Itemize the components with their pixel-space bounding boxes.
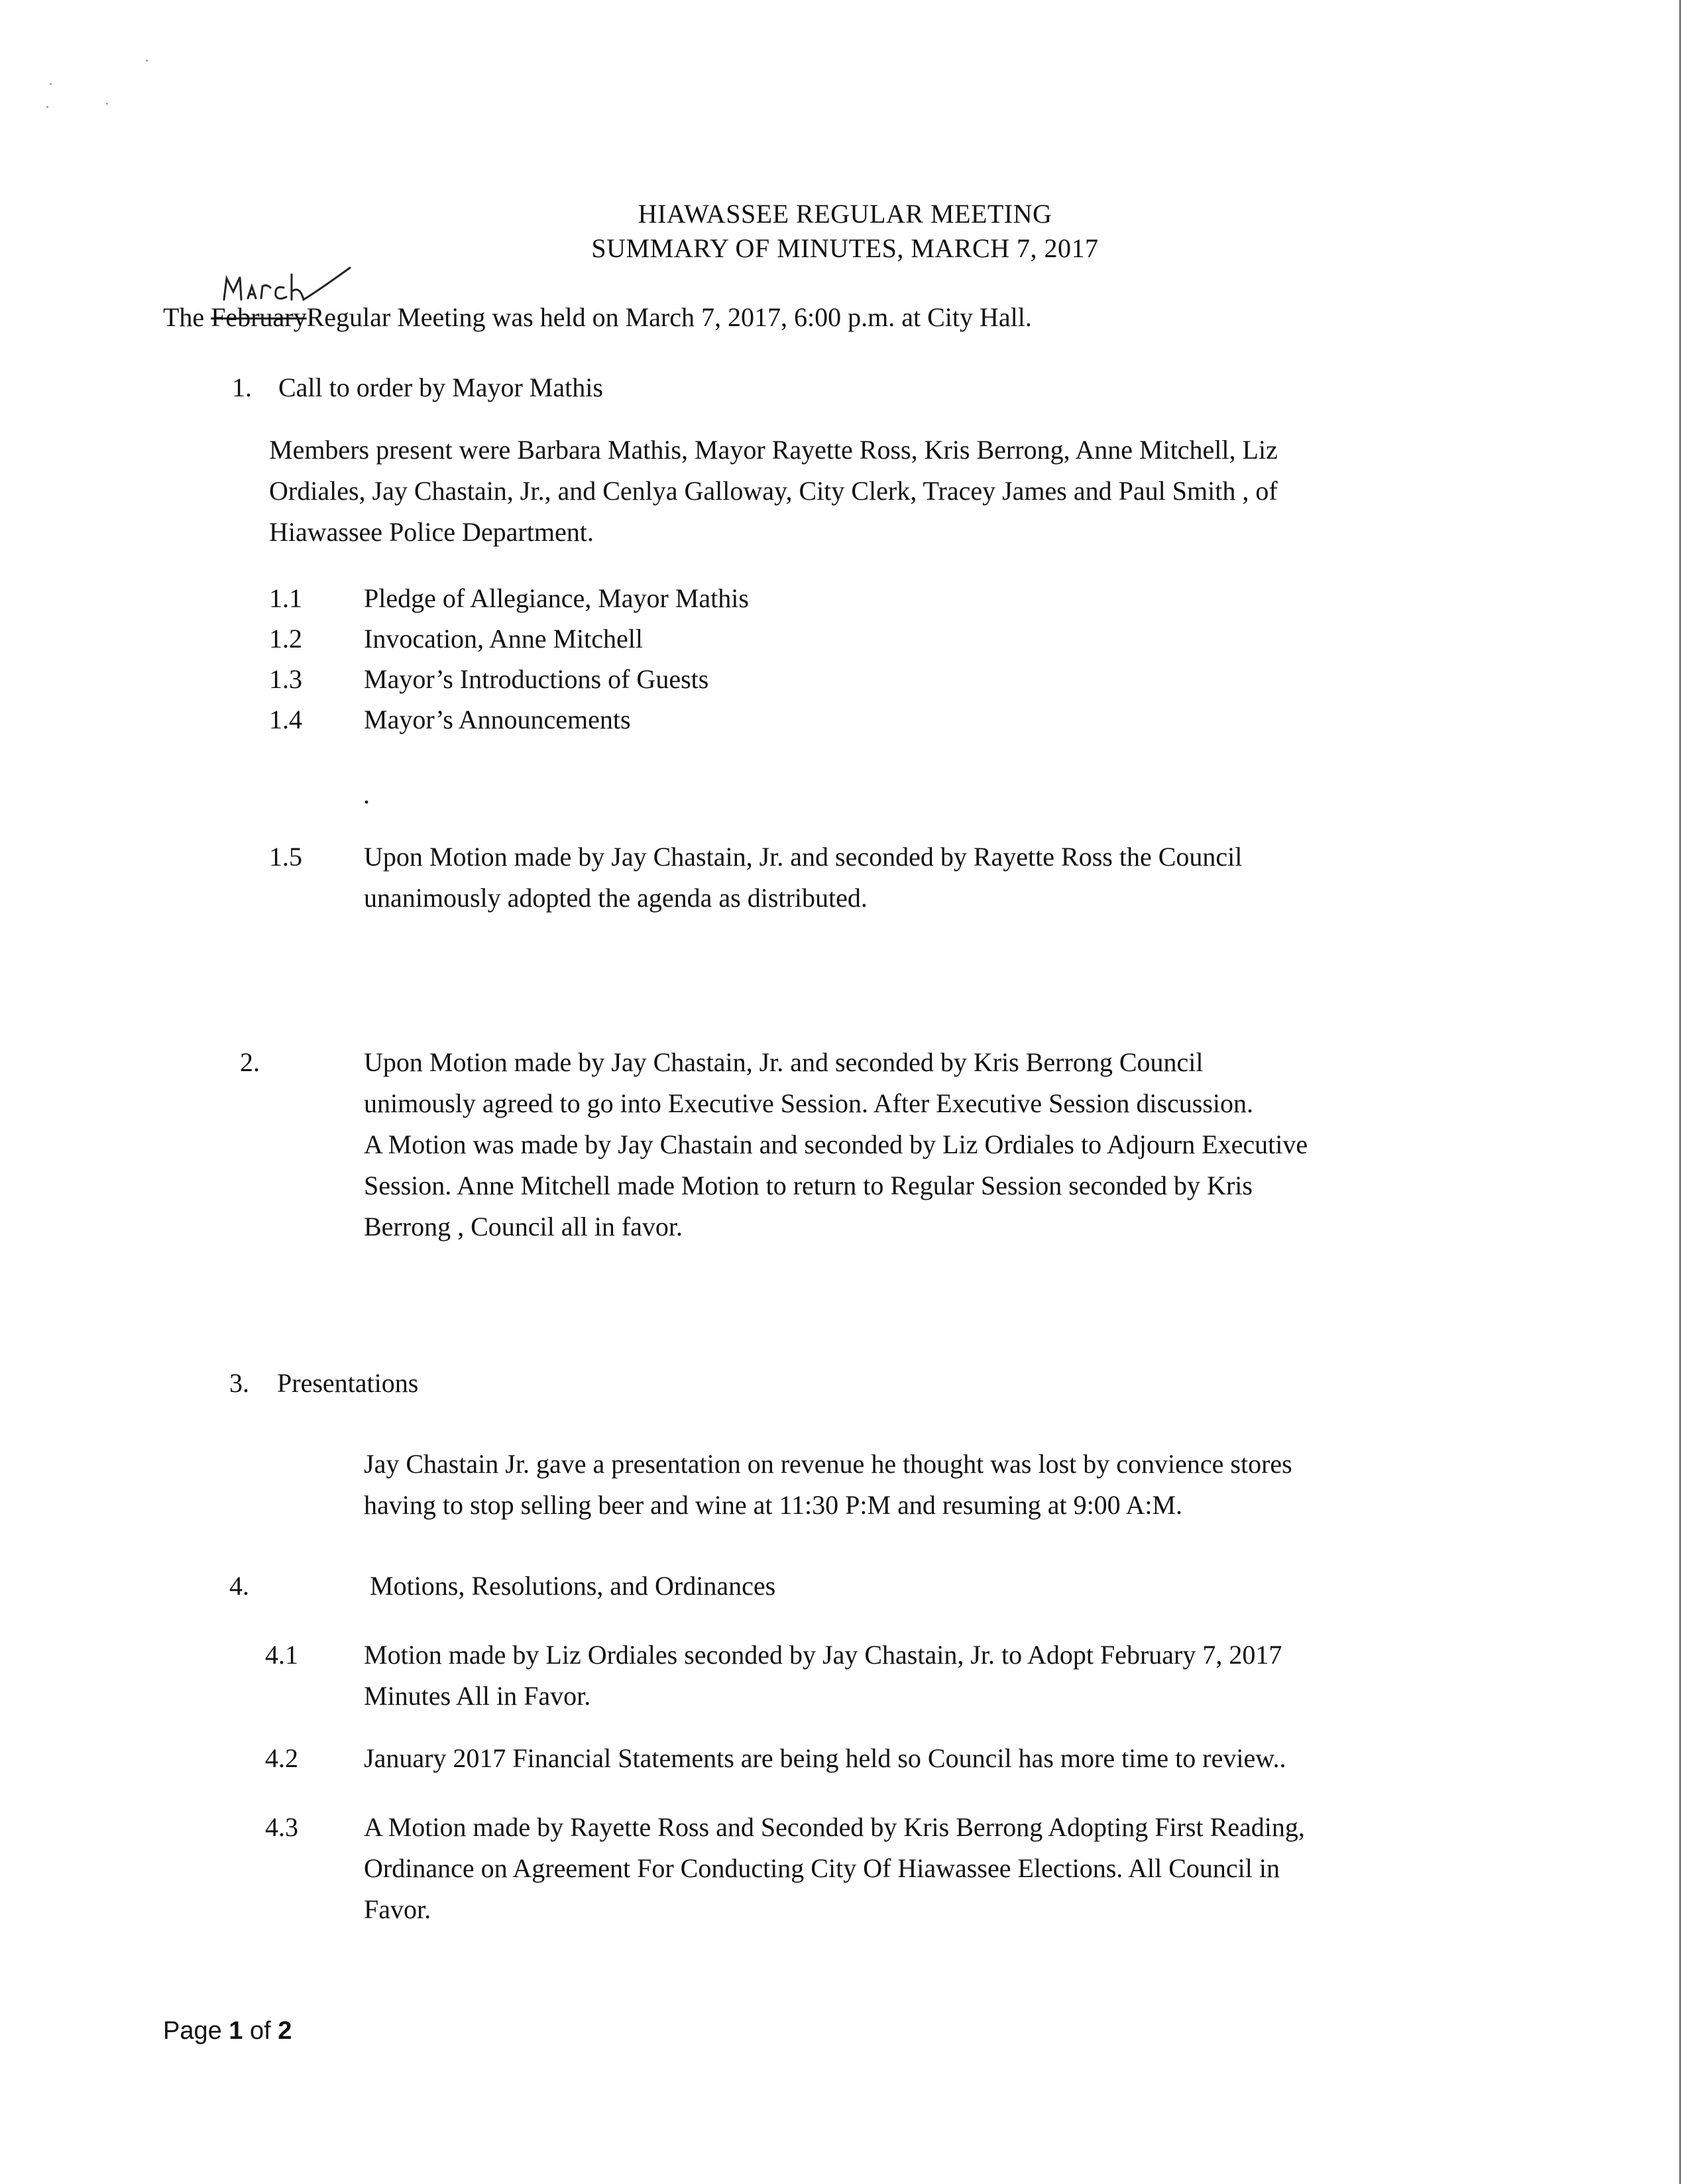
section-4-number: 4. (229, 1571, 249, 1601)
item-number: 4.1 (265, 1640, 298, 1670)
section-3-heading: Presentations (277, 1368, 419, 1398)
section-2-line-4: Session. Anne Mitchell made Motion to return to Regular Session seconded by Kris (364, 1171, 1253, 1200)
scan-speck (46, 106, 48, 108)
scan-speck (146, 60, 148, 62)
item-1-2 (269, 618, 643, 660)
item-number: 1.4 (269, 705, 302, 734)
members-present-paragraph (269, 430, 1561, 553)
section-3-paragraph (364, 1444, 1590, 1526)
section-1-heading: Call to order by Mayor Mathis (278, 373, 603, 402)
item-number: 4.2 (265, 1743, 298, 1773)
of-word: of (243, 2017, 278, 2045)
section-3-line-1: Jay Chastain Jr. gave a presentation on revenue he thought was lost by convience stores (364, 1449, 1292, 1479)
page-number-footer (163, 2015, 292, 2047)
intro-paragraph (163, 297, 1032, 338)
scan-speck (106, 103, 108, 105)
item-number: 1.1 (269, 583, 302, 613)
item-number: 1.5 (269, 842, 302, 872)
item-1-4 (269, 699, 631, 740)
item-4-3-line-3: Favor. (364, 1894, 431, 1924)
section-4-heading: Motions, Resolutions, and Ordinances (370, 1571, 776, 1601)
page-total: 2 (278, 2017, 292, 2045)
scan-speck (50, 83, 52, 85)
struck-month: February (211, 302, 307, 332)
item-4-1-line-2: Minutes All in Favor. (364, 1681, 591, 1711)
item-text: Invocation, Anne Mitchell (364, 624, 644, 654)
section-2-number: 2. (240, 1047, 260, 1077)
page-word: Page (163, 2017, 229, 2045)
item-text: Mayor’s Announcements (364, 705, 631, 734)
intro-prefix: The (163, 302, 211, 332)
section-2-paragraph (364, 1042, 1590, 1247)
members-line-2: Ordiales, Jay Chastain, Jr., and Cenlya Galloway, City Clerk, Tracey James and Paul Smith , of (269, 476, 1278, 506)
page-current: 1 (229, 2017, 243, 2045)
members-line-3: Hiawassee Police Department. (269, 517, 594, 547)
item-number: 4.3 (265, 1812, 298, 1842)
document-title (0, 198, 1690, 231)
scan-edge-right (1679, 0, 1681, 2184)
stray-bullet: . (363, 779, 370, 809)
item-4-3-line-2: Ordinance on Agreement For Conducting City Of Hiawassee Elections. All Council in (364, 1853, 1280, 1883)
item-text: Mayor’s Introductions of Guests (364, 664, 709, 694)
item-4-3-line-1: A Motion made by Rayette Ross and Seconded by Kris Berrong Adopting First Reading, (364, 1812, 1305, 1842)
title-line-1: HIAWASSEE REGULAR MEETING (638, 199, 1052, 229)
item-4-2-line-1: January 2017 Financial Statements are being held so Council has more time to review.. (364, 1743, 1286, 1773)
item-1-5-line-1: Upon Motion made by Jay Chastain, Jr. and seconded by Rayette Ross the Council (364, 842, 1243, 872)
section-2-line-1: Upon Motion made by Jay Chastain, Jr. and seconded by Kris Berrong Council (364, 1047, 1204, 1077)
item-1-1 (269, 578, 749, 619)
section-1-number: 1. (232, 373, 252, 402)
item-1-5-line-2: unanimously adopted the agenda as distributed. (364, 883, 868, 913)
section-2-line-2: unimously agreed to go into Executive Session. After Executive Session discussion. (364, 1088, 1254, 1118)
members-line-1: Members present were Barbara Mathis, Mayor Rayette Ross, Kris Berrong, Anne Mitchell, Liz (269, 435, 1278, 465)
intro-suffix: Regular Meeting was held on March 7, 2017, 6:00 p.m. at City Hall. (306, 302, 1032, 332)
section-3-line-2: having to stop selling beer and wine at 11:30 P:M and resuming at 9:00 A:M. (364, 1490, 1183, 1520)
item-number: 1.3 (269, 664, 302, 694)
title-line-2: SUMMARY OF MINUTES, MARCH 7, 2017 (591, 233, 1099, 263)
section-2-line-5: Berrong , Council all in favor. (364, 1212, 683, 1241)
section-3-number: 3. (229, 1368, 249, 1398)
item-1-3 (269, 659, 708, 700)
item-text: Pledge of Allegiance, Mayor Mathis (364, 583, 749, 613)
item-number: 1.2 (269, 624, 302, 654)
section-2-line-3: A Motion was made by Jay Chastain and seconded by Liz Ordiales to Adjourn Executive (364, 1129, 1308, 1159)
item-4-1-line-1: Motion made by Liz Ordiales seconded by Jay Chastain, Jr. to Adopt February 7, 2017 (364, 1640, 1282, 1670)
